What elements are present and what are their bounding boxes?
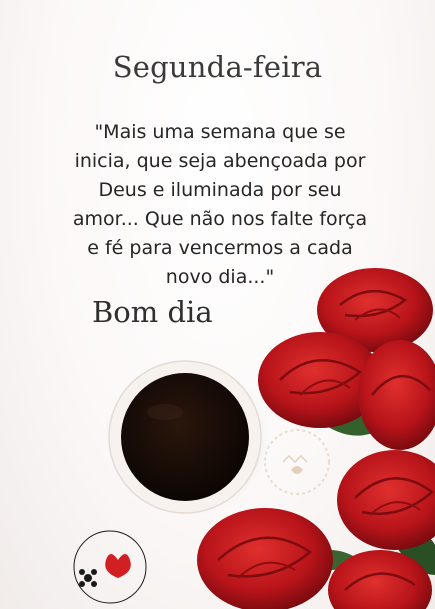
rose-bottom — [197, 508, 333, 609]
greeting-text: Bom dia — [92, 295, 213, 329]
greeting — [92, 295, 213, 329]
day-title-text: Segunda-feira — [112, 50, 323, 84]
seal-logo — [74, 531, 146, 603]
quote-line: "Mais uma semana que se — [94, 121, 346, 143]
quote-line: inicia, que seja abençoada por — [74, 150, 366, 172]
day-title — [0, 50, 435, 84]
quote-line: e fé para vencermos a cada — [87, 237, 353, 259]
quote-text — [55, 118, 385, 292]
quote-line: novo dia..." — [165, 266, 275, 288]
coffee-cup — [102, 360, 274, 520]
quote-line: Deus e iluminada por seu — [98, 179, 342, 201]
flower-icon — [79, 569, 97, 587]
quote-line: amor... Que não nos falte força — [72, 208, 368, 230]
rose-lower-right — [337, 450, 435, 550]
watermark-stamp — [265, 430, 329, 494]
